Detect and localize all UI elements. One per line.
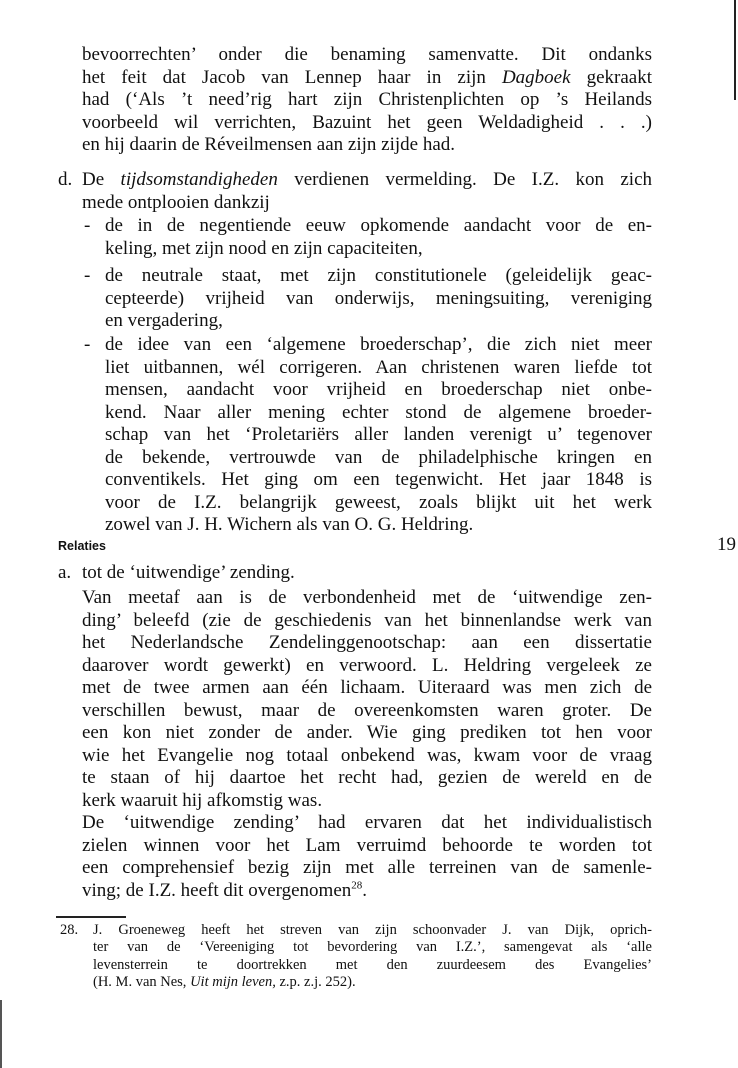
text-line <box>93 974 652 991</box>
text-line: mede ontplooien dankzij <box>82 191 270 213</box>
text-line: voorbeeld wil verrichten, Bazuint het geen Weldadigheid . . .) <box>82 111 652 133</box>
text-line: tot de ‘uitwendige’ zending. <box>82 562 295 583</box>
text-line: te staan of hij daartoe het recht had, gezien de wereld en de <box>82 767 652 788</box>
text-span: (H. M. van Nes, <box>93 973 191 990</box>
text-line: ding’ beleefd (zie de geschiedenis van het binnenlandse werk van <box>82 609 652 631</box>
italic-text: tijdsomstandigheden <box>120 169 278 190</box>
text-line: schap van het ‘Proletariërs aller landen verenigt u’ tegenover <box>105 424 652 445</box>
bullet-dash: - <box>84 334 91 355</box>
footnote-separator <box>56 916 126 918</box>
list-marker: a. <box>58 562 72 583</box>
list-marker: d. <box>58 169 73 190</box>
text-span: gekraakt <box>570 66 652 88</box>
text-line: keling, met zijn nood en zijn capaciteiten, <box>105 237 423 259</box>
text-line <box>82 880 652 902</box>
text-line: voor de I.Z. belangrijk geweest, zoals blijkt uit het werk <box>105 491 652 513</box>
text-line <box>82 169 652 191</box>
text-line: liet uitbannen, wél corrigeren. Aan christenen waren liefde tot <box>105 356 652 378</box>
text-line: mensen, aandacht voor vrijheid en broederschap niet onbe- <box>105 379 652 400</box>
text-line: kend. Naar aller mening echter stond de algemene broeder- <box>105 401 652 423</box>
text-line: een comprehensief bezig zijn met alle terreinen van de samenle- <box>82 857 652 878</box>
text-line: ter van de ‘Vereeniging tot bevordering van I.Z.’, samengevat als ‘alle <box>93 939 652 956</box>
page-edge-line <box>734 0 736 100</box>
text-line: zielen winnen voor het Lam verruimd behoorde te worden tot <box>82 834 652 856</box>
text-line: De ‘uitwendige zending’ had ervaren dat het individualistisch <box>82 812 652 833</box>
text-line: zowel van J. H. Wichern als van O. G. Heldring. <box>105 514 474 535</box>
text-line: kerk waaruit hij afkomstig was. <box>82 789 323 811</box>
footnote-reference[interactable]: 28 <box>351 879 363 892</box>
text-line: daarover wordt gewerkt) en verwoord. L. Heldring vergeleek ze <box>82 654 652 676</box>
text-line: J. Groeneweg heeft het streven van zijn schoonvader J. van Dijk, oprich- <box>93 922 652 938</box>
text-span: ving; de I.Z. heeft dit overgenomen <box>82 879 352 901</box>
text-line: de bekende, vertrouwde van de philadelphische kringen en <box>105 446 652 468</box>
text-line: cepteerde) vrijheid van onderwijs, meningsuiting, vereniging <box>105 287 652 309</box>
section-heading: Relaties <box>58 539 106 553</box>
text-line: met de twee armen aan één lichaam. Uiteraard was men zich de <box>82 677 652 698</box>
text-line: Van meetaf aan is de verbondenheid met de ‘uitwendige zen- <box>82 587 652 608</box>
text-line: de idee van een ‘algemene broederschap’, die zich niet meer <box>105 334 652 355</box>
text-line: levensterrein te doortrekken met den zuurdeesem des Evangelies’ <box>93 956 652 973</box>
text-line <box>82 67 652 89</box>
bullet-dash: - <box>84 265 91 286</box>
text-line: bevoorrechten’ onder die benaming samenvatte. Dit ondanks <box>82 44 652 65</box>
italic-text: Uit mijn leven, <box>190 973 276 990</box>
text-line: verschillen bewust, maar de overeenkomsten waren groter. De <box>82 699 652 721</box>
footnote-number: 28. <box>60 922 79 938</box>
text-span: De <box>82 169 121 190</box>
text-line: en hij daarin de Réveilmensen aan zijn zijde had. <box>82 134 455 155</box>
text-span: het feit dat Jacob van Lennep haar in zijn <box>82 66 502 88</box>
text-span: . <box>362 879 368 901</box>
text-line: had (‘Als ’t need’rig hart zijn Christenplichten op ’s Heilands <box>82 89 652 110</box>
text-line: de in de negentiende eeuw opkomende aandacht voor de en- <box>105 215 652 236</box>
page-number: 19 <box>717 534 736 555</box>
page-edge-line <box>0 1000 2 1068</box>
text-line: de neutrale staat, met zijn constitutionele (geleidelijk geac- <box>105 265 652 286</box>
text-line: het Nederlandsche Zendelinggenootschap: aan een dissertatie <box>82 632 652 653</box>
text-line: conventikels. Het ging om een tegenwicht. Het jaar 1848 is <box>105 469 652 490</box>
italic-text: Dagboek <box>501 66 571 88</box>
text-line: een kon niet zonder de ander. Wie ging prediken tot hen voor <box>82 722 652 743</box>
text-span: z.p. z.j. 252). <box>275 973 356 990</box>
text-line: wie het Evangelie nog totaal onbekend was, kwam voor de vraag <box>82 744 652 766</box>
text-line: en vergadering, <box>105 310 223 331</box>
bullet-dash: - <box>84 215 91 236</box>
text-span: verdienen vermelding. De I.Z. kon zich <box>277 169 653 190</box>
